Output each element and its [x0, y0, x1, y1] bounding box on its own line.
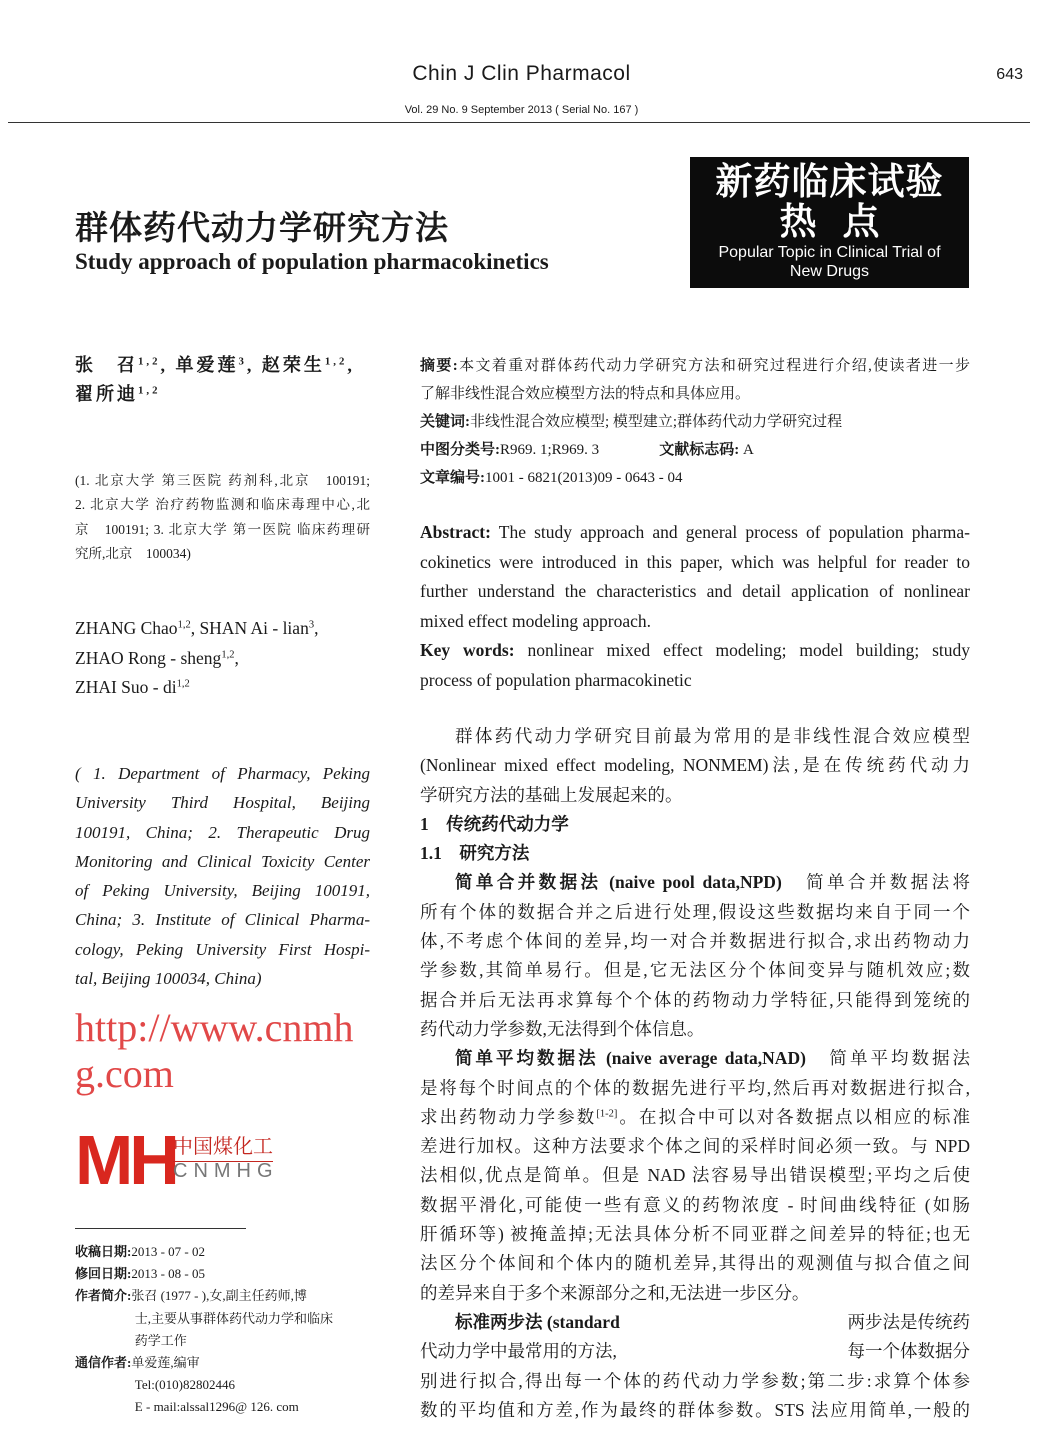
line-text: 药学工作	[134, 1332, 187, 1348]
text-line	[420, 1074, 970, 1103]
line-text: 是将每个时间点的个体的数据先进行平均,然后再对数据进行拟合,	[420, 1077, 970, 1098]
line-text: University Third Hospital, Beijing	[75, 793, 370, 813]
line-text: ZHAI Suo - di	[75, 677, 177, 697]
text-line	[75, 673, 318, 703]
text-line	[75, 935, 370, 964]
superscript: 3	[238, 355, 247, 368]
title-chinese: 群体药代动力学研究方法	[75, 211, 449, 247]
text-line	[420, 956, 970, 985]
text-line	[420, 1103, 970, 1132]
column-badge	[690, 157, 969, 288]
line-text: 据合并后无法再求算每个个体的药物动力学特征,只能得到笼统的	[420, 989, 970, 1010]
text-line	[420, 927, 970, 956]
bold-label: 1.1 研究方法	[420, 843, 530, 864]
bold-label: 修回日期:	[75, 1266, 132, 1282]
text-line	[420, 1015, 970, 1044]
line-text: 翟所迪	[75, 384, 138, 404]
footnotes	[75, 1241, 375, 1419]
header-divider	[8, 122, 1030, 123]
line-text: ,	[246, 355, 255, 375]
line-text: 法相似,优点是简单。但是 NAD 法容易导出错误模型;平均之后使	[420, 1165, 970, 1186]
text-line	[420, 810, 970, 839]
bold-label: 简单平均数据法 (naive average data,NAD)	[455, 1048, 806, 1069]
line-text: 简单合并数据法将	[781, 872, 971, 893]
text-line	[420, 1308, 970, 1337]
text-line	[420, 548, 970, 578]
text-line	[75, 1352, 375, 1374]
badge-title-line1: 新药临床试验	[715, 162, 944, 203]
line-text: 1001 - 6821(2013)09 - 0643 - 04	[485, 470, 683, 486]
line-text: process of population pharmacokinetic	[420, 669, 692, 690]
line-text: tal, Beijing 100034, China)	[75, 969, 262, 989]
text-line	[420, 1191, 970, 1220]
logo-chinese-name: 中国煤化工	[173, 1130, 273, 1162]
line-text: E - mail:alssal1296@ 126. com	[134, 1399, 299, 1415]
authors-chinese	[75, 351, 355, 409]
line-text: 本文着重对群体药代动力学研究方法和研究过程进行介绍,使读者进一步	[457, 358, 970, 374]
bold-label: 关键词:	[420, 414, 470, 430]
text-line	[420, 751, 970, 780]
bold-label: 简单合并数据法 (naive pool data,NPD)	[455, 872, 782, 893]
text-line	[75, 384, 161, 404]
line-text: 张召 (1977 - ),女,副主任药师,博	[131, 1288, 307, 1304]
line-text: (Nonlinear mixed effect modeling, NONMEM)法,是在传统药代动力	[420, 755, 970, 776]
text-line	[75, 964, 370, 993]
superscript: 1,2	[176, 678, 190, 690]
superscript: 1,2	[324, 355, 348, 368]
line-text: 所有个体的数据合并之后进行处理,假设这些数据均来自于同一个	[420, 901, 970, 922]
line-text: further understand the characteristics and detail application of nonlinear	[420, 581, 970, 601]
line-text: ,	[347, 355, 355, 375]
line-text: 求出药物动力学参数	[420, 1106, 597, 1127]
text-line	[420, 518, 970, 548]
line-text: 了解非线性混合效应模型方法的特点和具体应用。	[420, 386, 751, 402]
bold-label: 摘要:	[420, 358, 458, 374]
bold-label: 文章编号:	[420, 470, 485, 486]
text-line	[420, 464, 970, 492]
text-line	[75, 614, 318, 644]
line-text: cokinetics were introduced in this paper, which was helpful for reader to	[420, 551, 970, 572]
text-line	[75, 1263, 375, 1285]
line-text: 简单平均数据法	[805, 1048, 970, 1069]
text-line	[420, 839, 970, 868]
text-line	[420, 577, 970, 607]
line-text: cology, Peking University First Hospi-	[75, 939, 370, 959]
line-text: ZHAO Rong - sheng	[75, 647, 222, 668]
logo-abbreviation: CNMHG	[173, 1160, 279, 1182]
line-text: Tel:(010)82802446	[134, 1377, 235, 1393]
line-text: 学参数,其简单易行。但是,它无法区分个体间变异与随机效应;数	[420, 960, 970, 981]
text-line	[420, 898, 970, 927]
line-text: , SHAN Ai - lian	[190, 618, 309, 638]
bold-label: Key words:	[420, 640, 515, 660]
line-text: 数的平均值和方差,作为最终的群体参数。STS 法应用简单,一般的	[420, 1399, 970, 1420]
text-line	[420, 1337, 970, 1366]
text-line	[75, 759, 370, 788]
text-line	[75, 644, 318, 674]
text-line	[75, 1308, 375, 1330]
text-line	[420, 666, 970, 696]
issue-info: Vol. 29 No. 9 September 2013 ( Serial No. 167 )	[404, 104, 639, 116]
superscript: 1,2	[177, 619, 191, 631]
line-text: China; 3. Institute of Clinical Pharma-	[75, 910, 370, 930]
line-right: 两步法是传统药	[847, 1311, 970, 1332]
text-line	[75, 876, 370, 905]
bold-label: 通信作者:	[75, 1355, 132, 1371]
line-left	[420, 1337, 617, 1366]
badge-english-line2: New Drugs	[789, 263, 870, 280]
text-line	[420, 408, 970, 436]
affiliations-english	[75, 759, 370, 993]
footnote-divider	[75, 1228, 246, 1229]
watermark-logo	[75, 1121, 405, 1199]
line-text: ,	[314, 618, 319, 638]
text-line	[420, 1220, 970, 1249]
line-text: ,	[234, 647, 239, 668]
text-line	[420, 1161, 970, 1190]
line-text: 。在拟合中可以对各数据点以相应的标准	[617, 1106, 971, 1127]
line-text: 非线性混合效应模型; 模型建立;群体药代动力学研究过程	[470, 414, 843, 430]
line-text: 单爱莲,编审	[131, 1355, 200, 1371]
line-text: 2013 - 07 - 02	[131, 1244, 206, 1259]
line-text: 学研究方法的基础上发展起来的。	[420, 784, 683, 805]
page-number: 643	[996, 66, 1023, 83]
line-text: The study approach and general process of population pharma-	[490, 522, 970, 542]
text-line	[254, 355, 355, 375]
line-text: 赵荣生	[254, 355, 325, 375]
line-text: ,	[160, 355, 168, 375]
line-text: 数据平滑化,可能使一些有意义的药物浓度 - 时间曲线特征 (如肠	[420, 1194, 970, 1215]
line-text: Monitoring and Clinical Toxicity Center	[75, 851, 370, 871]
text-line	[420, 1396, 970, 1425]
text-line	[420, 868, 970, 897]
text-line	[75, 788, 370, 817]
authors-cn-line-1	[75, 351, 355, 380]
text-line	[75, 518, 370, 542]
superscript: 3	[308, 619, 315, 631]
bold-label: 中图分类号:	[420, 442, 500, 458]
bold-label: 1 传统药代动力学	[420, 813, 569, 834]
line-right: 每一个体数据分	[847, 1341, 970, 1362]
text-line	[75, 1330, 375, 1352]
text-line	[420, 1367, 970, 1396]
journal-name: Chin J Clin Pharmacol	[412, 62, 631, 85]
line-text: 2013 - 08 - 05	[131, 1266, 206, 1282]
text-line	[75, 493, 370, 517]
badge-english-line1: Popular Topic in Clinical Trial of	[718, 244, 941, 261]
bold-label: 收稿日期:	[75, 1244, 132, 1259]
line-text: 群体药代动力学研究目前最为常用的是非线性混合效应模型	[455, 726, 970, 746]
line-text: 的差异来自于多个来源部分之和,无法进一步区分。	[420, 1282, 810, 1303]
text-line	[420, 986, 970, 1015]
text-line	[75, 1374, 375, 1396]
line-text: R969. 1;R969. 3	[500, 442, 660, 458]
bold-label: Abstract:	[420, 522, 491, 542]
line-text: 别进行拟合,得出每一个体的药代动力学参数;第二步:求算个体参	[420, 1370, 970, 1391]
text-line	[420, 436, 970, 464]
line-text: 代动力学中最常用的方法,	[420, 1341, 617, 1362]
bold-label: 文献标志码:	[659, 442, 740, 458]
bold-label: 标准两步法 (standard	[455, 1311, 620, 1332]
abstract-chinese	[420, 352, 970, 492]
text-line	[420, 636, 970, 666]
text-line	[75, 1285, 375, 1307]
line-left	[455, 1308, 620, 1337]
line-text: 士,主要从事群体药代动力学和临床	[134, 1310, 334, 1326]
title-english: Study approach of population pharmacokinetics	[75, 249, 549, 274]
text-line	[168, 355, 254, 375]
text-line	[75, 469, 370, 493]
superscript: 1,2	[138, 355, 161, 368]
line-text: ( 1. Department of Pharmacy, Peking	[75, 764, 370, 783]
text-line	[420, 781, 970, 810]
line-text: 法区分个体间和个体内的随机差异,其得出的观测值与拟合值之间	[420, 1253, 970, 1274]
line-text: nonlinear mixed effect modeling; model building; study	[514, 640, 970, 660]
text-line	[75, 1396, 375, 1418]
abstract-english	[420, 518, 970, 695]
line-text: 肝循环等) 被掩盖掉;无法具体分析不同亚群之间差异的特征;也无	[420, 1224, 970, 1245]
text-line	[75, 355, 168, 375]
text-line	[75, 847, 370, 876]
line-text: A	[739, 442, 754, 458]
text-line	[420, 1132, 970, 1161]
text-line	[75, 818, 370, 847]
text-line	[420, 1044, 970, 1073]
line-text: (1. 北京大学 第三医院 药剂科,北京 100191;	[75, 473, 370, 488]
line-text: 京 100191; 3. 北京大学 第一医院 临床药理研	[75, 521, 370, 537]
text-line	[75, 1241, 375, 1263]
superscript: [1-2]	[596, 1108, 618, 1120]
line-text: 体,不考虑个体间的差异,均一对合并数据进行拟合,求出药物动力	[420, 931, 970, 952]
text-line	[420, 352, 970, 380]
line-text: of Peking University, Beijing 100191,	[75, 881, 370, 901]
authors-english	[75, 614, 318, 703]
logo-mark: MH	[75, 1121, 176, 1199]
text-line	[420, 722, 970, 751]
text-line	[420, 607, 970, 637]
line-text: 2. 北京大学 治疗药物监测和临床毒理中心,北	[75, 497, 370, 513]
superscript: 1,2	[221, 649, 235, 661]
line-text: 究所,北京 100034)	[75, 545, 191, 561]
affiliations-chinese	[75, 469, 370, 566]
authors-cn-line-2	[75, 380, 355, 409]
text-line	[420, 1249, 970, 1278]
watermark-url: http://www.cnmhg.com	[75, 1005, 354, 1096]
superscript: 1,2	[138, 384, 161, 397]
line-text: 100191, China; 2. Therapeutic Drug	[75, 822, 370, 842]
text-line	[75, 542, 370, 566]
line-text: 单爱莲	[168, 355, 239, 375]
line-text: 差进行加权。这种方法要求个体之间的采样时间必须一致。与 NPD	[420, 1136, 970, 1157]
line-text: ZHANG Chao	[75, 618, 178, 638]
text-line	[420, 1279, 970, 1308]
body-text	[420, 722, 970, 1425]
text-line	[75, 905, 370, 934]
bold-label: 作者简介:	[75, 1288, 132, 1304]
line-text: mixed effect modeling approach.	[420, 610, 651, 631]
line-text: 张 召	[75, 355, 138, 375]
badge-title-line2: 热点	[779, 202, 906, 243]
text-line	[420, 380, 970, 408]
line-text: 药代动力学参数,无法得到个体信息。	[420, 1018, 705, 1039]
